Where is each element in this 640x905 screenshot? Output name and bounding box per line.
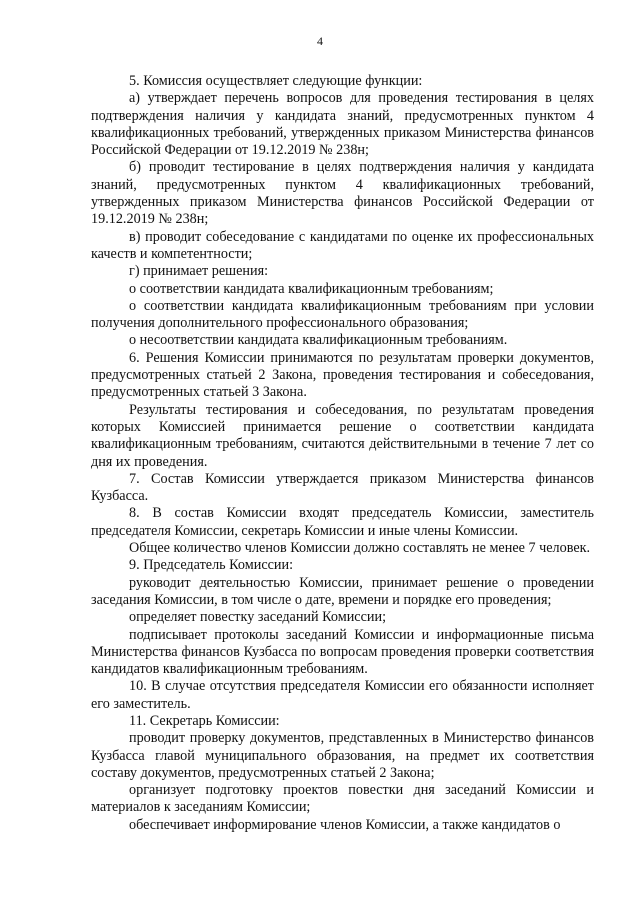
paragraph: б) проводит тестирование в целях подтверждения наличия у кандидата знаний, предусмотренных пунктом 4 квалификационных требований, утвержденных приказом Министерства финансов Российской Федерации от 19.12.2019 № 238н; (91, 159, 594, 228)
paragraph: 9. Председатель Комиссии: (129, 557, 294, 574)
paragraph: проводит проверку документов, представленных в Министерство финансов Кузбасса главой муниципального образования, на предмет их соответствия составу документов, предусмотренных статьей 2 Закона; (91, 730, 594, 781)
paragraph: 8. В состав Комиссии входят председатель Комиссии, заместитель председателя Комиссии, секретарь Комиссии и иные члены Комиссии. (91, 505, 594, 539)
paragraph: организует подготовку проектов повестки дня заседаний Комиссии и материалов к заседаниям Комиссии; (91, 782, 594, 816)
paragraph: 11. Секретарь Комиссии: (129, 712, 280, 729)
paragraph: 5. Комиссия осуществляет следующие функции: (129, 73, 423, 89)
paragraph: 7. Состав Комиссии утверждается приказом Министерства финансов Кузбасса. (91, 470, 594, 505)
paragraph: в) проводит собеседование с кандидатами по оценке их профессиональных качеств и компетентности; (91, 228, 594, 262)
paragraph: о несоответствии кандидата квалификационным требованиям. (129, 332, 508, 349)
paragraph: 10. В случае отсутствия председателя Комиссии его обязанности исполняет его заместитель. (91, 678, 594, 712)
paragraph: руководит деятельностью Комиссии, принимает решение о проведении заседания Комиссии, в том числе о дате, времени и порядке его проведения; (91, 574, 594, 608)
paragraph: 6. Решения Комиссии принимаются по результатам проверки документов, предусмотренных статьей 2 Закона, проведения тестирования и собеседования, предусмотренных статьей 3 Закона. (91, 349, 594, 401)
paragraph: Результаты тестирования и собеседования, по результатам проведения которых Комиссией принимается решение о соответствии кандидата квалификационным требованиям, считаются действительными в течение 7 лет со дня их проведения. (91, 401, 594, 470)
paragraph: о соответствии кандидата квалификационным требованиям при условии получения дополнительного профессионального образования; (91, 297, 594, 332)
paragraph: подписывает протоколы заседаний Комиссии и информационные письма Министерства финансов Кузбасса по вопросам проведения проверки соответствия кандидатов квалификационным требованиям. (91, 626, 594, 678)
paragraph: определяет повестку заседаний Комиссии; (129, 609, 387, 626)
paragraph: а) утверждает перечень вопросов для проведения тестирования в целях подтверждения наличия у кандидата знаний, предусмотренных пунктом 4 квалификационных требований, утвержденных приказом Министерства финансов Российской Федерации от 19.12.2019 № 238н; (91, 90, 594, 159)
paragraph: г) принимает решения: (129, 263, 269, 280)
page-number: 4 (317, 34, 323, 48)
paragraph: Общее количество членов Комиссии должно составлять не менее 7 человек. (129, 540, 591, 557)
paragraph: обеспечивает информирование членов Комиссии, а также кандидатов о (129, 816, 561, 833)
paragraph: о соответствии кандидата квалификационным требованиям; (129, 280, 494, 297)
document-body (91, 73, 594, 834)
